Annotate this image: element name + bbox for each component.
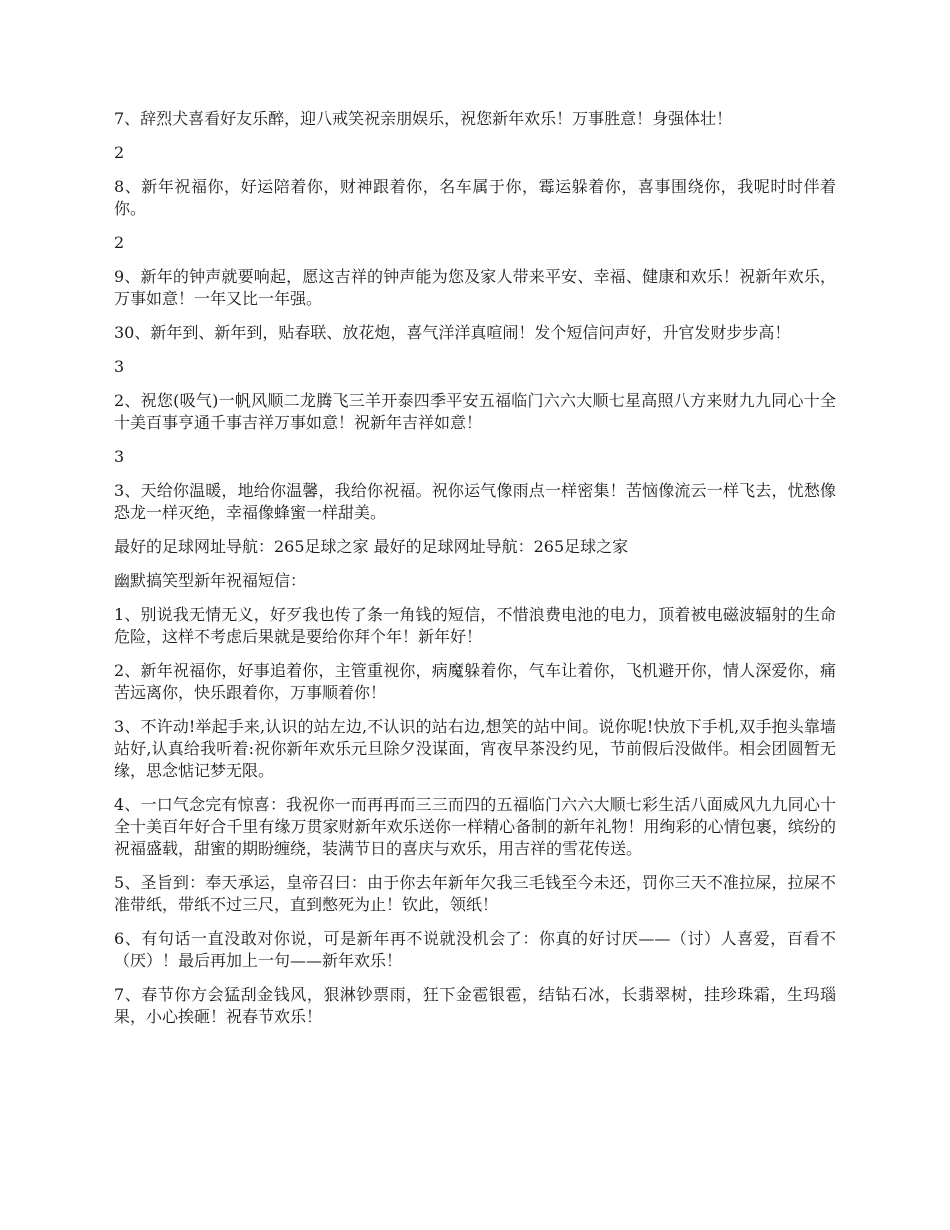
paragraph: 1、别说我无情无义，好歹我也传了条一角钱的短信，不惜浪费电池的电力，顶着被电磁波辐射的生命危险，这样不考虑后果就是要给你拜个年！新年好！ bbox=[114, 605, 836, 646]
paragraph: 6、有句话一直没敢对你说，可是新年再不说就没机会了：你真的好讨厌——（讨）人喜爱，百看不（厌）！最后再加上一句——新年欢乐！ bbox=[114, 929, 836, 970]
document-page bbox=[114, 108, 836, 1040]
paragraph: 30、新年到、新年到，贴春联、放花炮，喜气洋洋真喧闹！发个短信问声好，升官发财步步高！ bbox=[114, 323, 791, 342]
paragraph: 最好的足球网址导航：265足球之家 最好的足球网址导航：265足球之家 bbox=[114, 537, 629, 556]
paragraph: 2 bbox=[114, 233, 125, 252]
paragraph: 2 bbox=[114, 143, 125, 162]
paragraph: 2、祝您(吸气)一帆风顺二龙腾飞三羊开泰四季平安五福临门六六大顺七星高照八方来财九九同心十全十美百事亨通千事吉祥万事如意！祝新年吉祥如意！ bbox=[114, 391, 836, 432]
paragraph: 4、一口气念完有惊喜：我祝你一而再再而三三而四的五福临门六六大顺七彩生活八面威风九九同心十全十美百年好合千里有缘万贯家财新年欢乐送你一样精心备制的新年礼物！用绚彩的心情包裹，缤纷的祝福盛载，甜蜜的期盼缠绕，装满节日的喜庆与欢乐，用吉祥的雪花传送。 bbox=[114, 795, 836, 858]
paragraph: 7、春节你方会猛刮金钱风，狠淋钞票雨，狂下金雹银雹，结钻石冰，长翡翠树，挂珍珠霜，生玛瑙果，小心挨砸！祝春节欢乐！ bbox=[114, 985, 836, 1026]
paragraph: 3 bbox=[114, 357, 125, 376]
paragraph: 3、天给你温暖，地给你温馨，我给你祝福。祝你运气像雨点一样密集！苦恼像流云一样飞去，忧愁像恐龙一样灭绝，幸福像蜂蜜一样甜美。 bbox=[114, 481, 836, 522]
paragraph: 3 bbox=[114, 447, 125, 466]
paragraph: 2、新年祝福你，好事追着你，主管重视你，病魔躲着你，气车让着你，飞机避开你，情人深爱你，痛苦远离你，快乐跟着你，万事顺着你！ bbox=[114, 661, 836, 702]
paragraph: 9、新年的钟声就要响起，愿这吉祥的钟声能为您及家人带来平安、幸福、健康和欢乐！祝新年欢乐，万事如意！一年又比一年强。 bbox=[114, 267, 836, 308]
paragraph: 8、新年祝福你，好运陪着你，财神跟着你，名车属于你，霉运躲着你，喜事围绕你，我呢时时伴着你。 bbox=[114, 177, 836, 218]
paragraph: 3、不许动!举起手来,认识的站左边,不认识的站右边,想笑的站中间。说你呢!快放下手机,双手抱头靠墙站好,认真给我听着:祝你新年欢乐元旦除夕没谋面，宵夜早茶没约见，节前假后没做伴。相会团圆暂无缘，思念惦记梦无限。 bbox=[114, 717, 836, 780]
paragraph: 7、辞烈犬喜看好友乐醉，迎八戒笑祝亲朋娱乐，祝您新年欢乐！万事胜意！身强体壮！ bbox=[114, 109, 733, 128]
paragraph: 5、圣旨到：奉天承运，皇帝召曰：由于你去年新年欠我三毛钱至今未还，罚你三天不准拉屎，拉屎不准带纸，带纸不过三尺，直到憋死为止！钦此，领纸！ bbox=[114, 873, 836, 914]
section-heading: 幽默搞笑型新年祝福短信： bbox=[114, 571, 307, 590]
